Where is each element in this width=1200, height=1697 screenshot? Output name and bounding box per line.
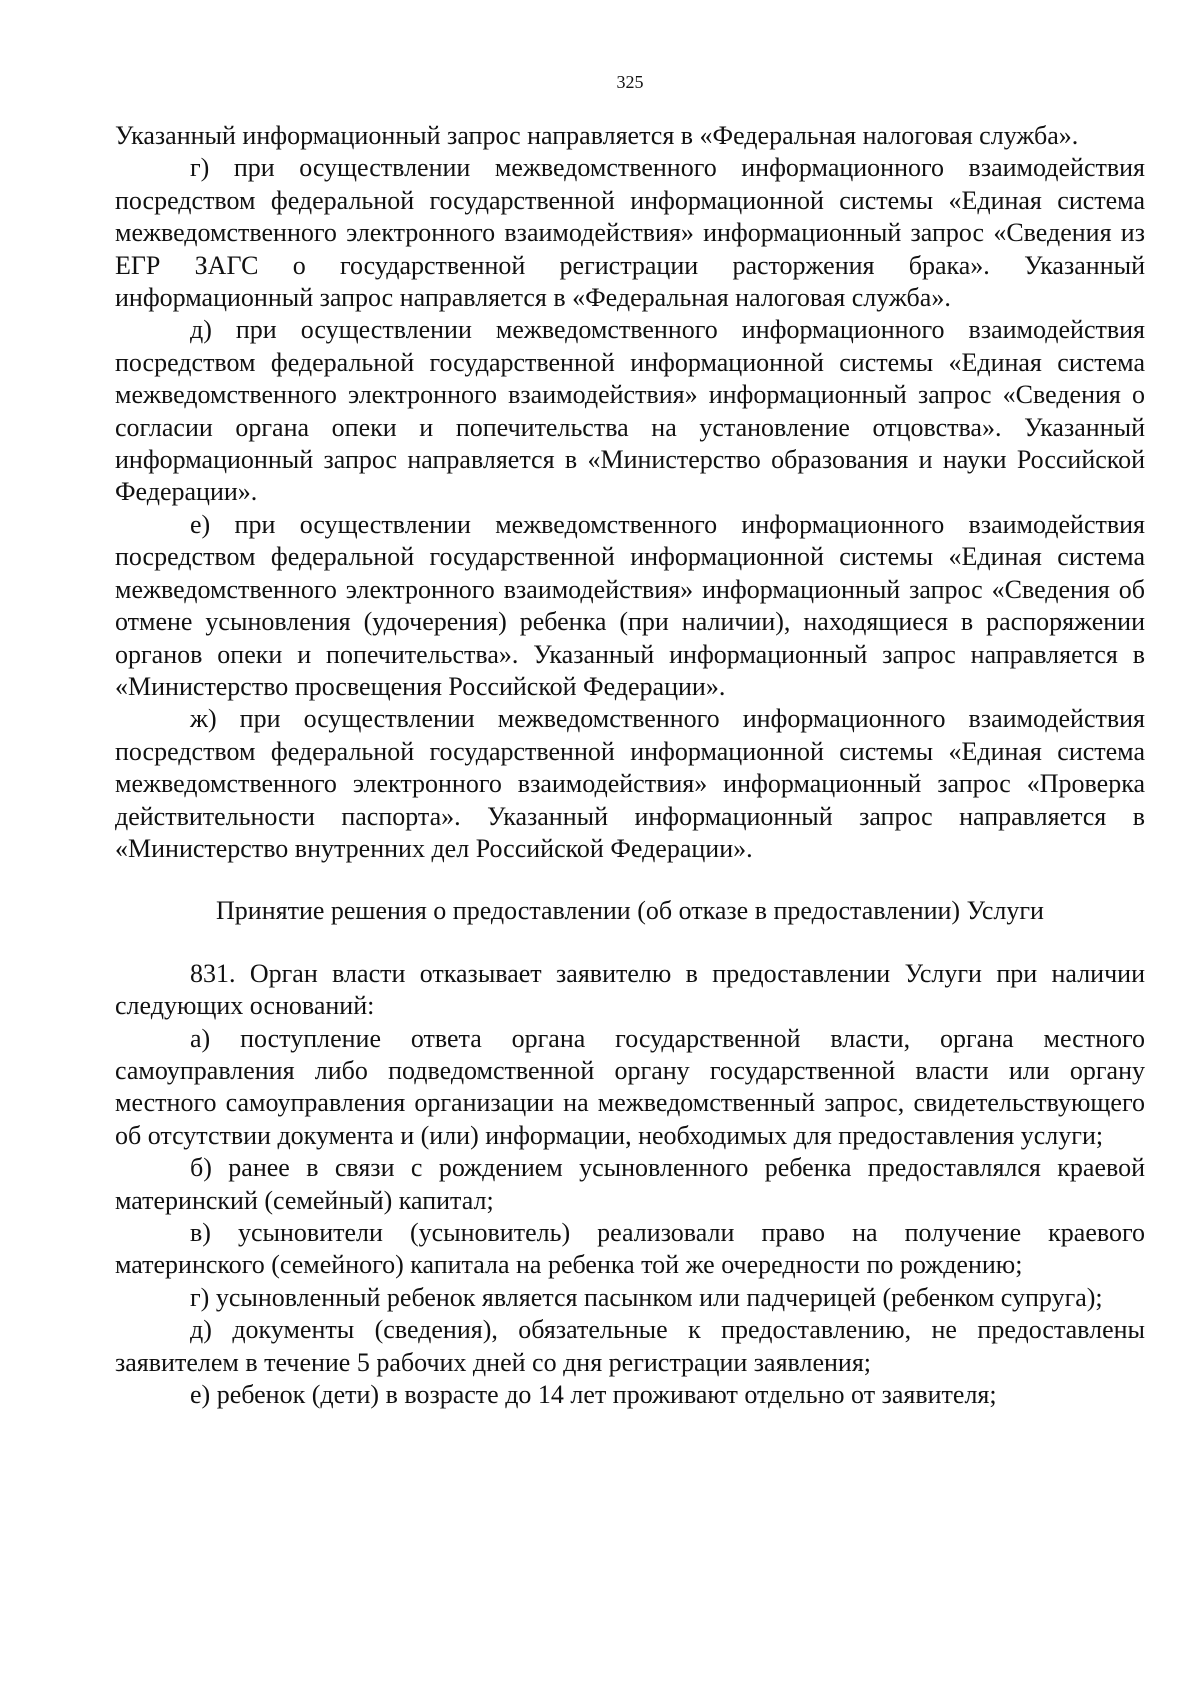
paragraph: е) при осуществлении межведомственного информационного взаимодействия посредством федеральной государственной информационной системы «Единая система межведомственного электронного взаимодействия» информационный запрос «Сведения об отмене усыновления (удочерения) ребенка (при наличии), находящиеся в распоряжении органов опеки и попечительства». Указанный информационный запрос направляется в «Министерство просвещения Российской Федерации».	[115, 509, 1145, 701]
paragraph: ж) при осуществлении межведомственного информационного взаимодействия посредством федеральной государственной информационной системы «Единая система межведомственного электронного взаимодействия» информационный запрос «Проверка действительности паспорта». Указанный информационный запрос направляется в «Министерство внутренних дел Российской Федерации».	[115, 704, 1145, 863]
paragraph: а) поступление ответа органа государственной власти, органа местного самоуправления либо подведомственной органу государственной власти или органу местного самоуправления организации на межведомственный запрос, свидетельствующего об отсутствии документа и (или) информации, необходимых для предоставления услуги;	[115, 1023, 1145, 1150]
paragraph: б) ранее в связи с рождением усыновленного ребенка предоставлялся краевой материнский (семейный) капитал;	[115, 1153, 1145, 1215]
paragraph: Указанный информационный запрос направляется в «Федеральная налоговая служба».	[115, 121, 1079, 150]
paragraph: е) ребенок (дети) в возрасте до 14 лет проживают отдельно от заявителя;	[190, 1380, 997, 1410]
paragraph: 831. Орган власти отказывает заявителю в предоставлении Услуги при наличии следующих оснований:	[115, 958, 1145, 1021]
paragraph: г) при осуществлении межведомственного информационного взаимодействия посредством федеральной государственной информационной системы «Единая система межведомственного электронного взаимодействия» информационный запрос «Сведения из ЕГР ЗАГС о государственной регистрации расторжения брака». Указанный информационный запрос направляется в «Федеральная налоговая служба».	[115, 153, 1145, 313]
document-body	[115, 120, 1145, 1411]
paragraph: в) усыновители (усыновитель) реализовали право на получение краевого материнского (семейного) капитала на ребенка той же очередности по рождению;	[115, 1218, 1145, 1280]
paragraph: д) документы (сведения), обязательные к предоставлению, не предоставлены заявителем в течение 5 рабочих дней со дня регистрации заявления;	[115, 1315, 1145, 1377]
paragraph: г) усыновленный ребенок является пасынком или падчерицей (ребенком супруга);	[190, 1282, 1103, 1312]
paragraph: д) при осуществлении межведомственного информационного взаимодействия посредством федеральной государственной информационной системы «Единая система межведомственного электронного взаимодействия» информационный запрос «Сведения о согласии органа опеки и попечительства на установление отцовства». Указанный информационный запрос направляется в «Министерство образования и науки Российской Федерации».	[115, 315, 1145, 507]
page-number: 325	[616, 72, 644, 92]
section-heading: Принятие решения о предоставлении (об отказе в предоставлении) Услуги	[216, 896, 1044, 926]
